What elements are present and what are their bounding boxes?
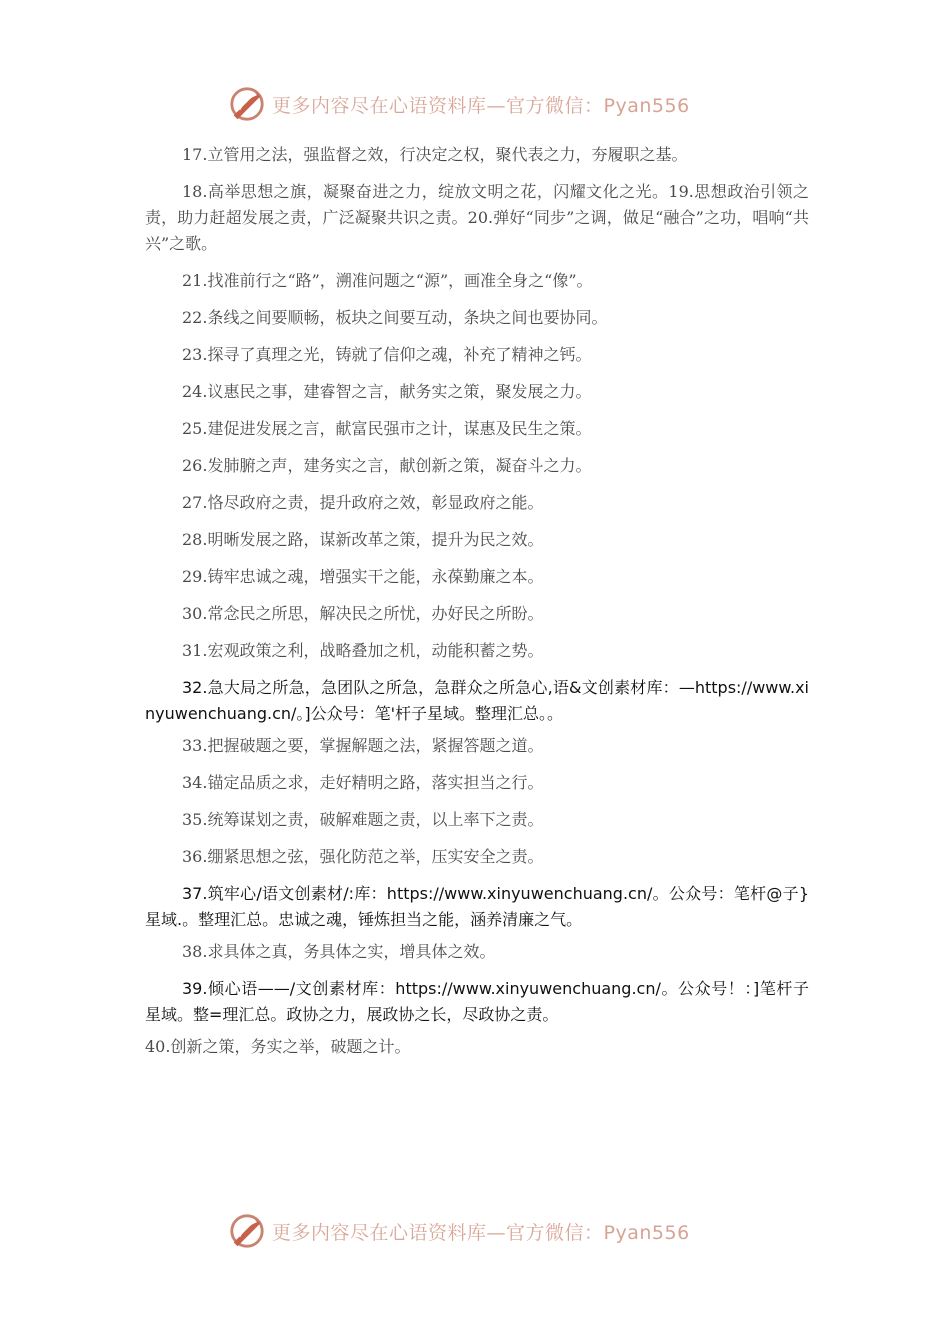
paragraph-27: 27.恪尽政府之责，提升政府之效，彰显政府之能。 [182,493,544,512]
paragraph-26: 26.发肺腑之声，建务实之言，献创新之策，凝奋斗之力。 [182,456,592,475]
paragraph-33: 33.把握破题之要，掌握解题之法，紧握答题之道。 [182,736,544,755]
paragraph-21: 21.找准前行之“路”，溯准问题之“源”，画准全身之“像”。 [182,271,593,290]
paragraph-39: 39.倾心语——/文创素材库：https://www.xinyuwenchuang.cn/。公众号！：]笔杆子星域。整=理汇总。政协之力，展政协之长，尽政协之责。 [145,979,809,1024]
paragraph-29: 29.铸牢忠诚之魂，增强实干之能，永葆勤廉之本。 [182,567,544,586]
paragraph-17: 17.立管用之法，强监督之效，行决定之权，聚代表之力，夯履职之基。 [182,145,688,164]
document-body [145,142,809,1071]
header-slogan: 更多内容尽在心语资料库—官方微信： [272,94,604,117]
paragraph-38: 38.求具体之真，务具体之实，增具体之效。 [182,942,496,961]
paragraph-24: 24.议惠民之事，建睿智之言，献务实之策，聚发展之力。 [182,382,592,401]
paragraph-34: 34.锚定品质之求，走好精明之路，落实担当之行。 [182,773,544,792]
paragraph-40: 40.创新之策，务实之举，破题之计。 [145,1037,411,1056]
paragraph-31: 31.宏观政策之利，战略叠加之机，动能积蓄之势。 [182,641,544,660]
paragraph-28: 28.明晰发展之路，谋新改革之策，提升为民之效。 [182,530,544,549]
paragraph-18-20: 18.高举思想之旗，凝聚奋进之力，绽放文明之花，闪耀文化之光。19.思想政治引领之责，助力赶超发展之责，广泛凝聚共识之责。20.弹好“同步”之调，做足“融合”之功，唱响“共兴”之歌。 [145,182,809,253]
paragraph-37: 37.筑牢心/语文创素材/:库：https://www.xinyuwenchuang.cn/。公众号：笔杆@子}星域.。整理汇总。忠诚之魂，锤炼担当之能，涵养清廉之气。 [145,884,809,929]
paragraph-30: 30.常念民之所思，解决民之所忧，办好民之所盼。 [182,604,544,623]
paragraph-22: 22.条线之间要顺畅，板块之间要互动，条块之间也要协同。 [182,308,608,327]
header-text [272,91,690,118]
footer-handle: Pyan556 [603,1221,690,1244]
footer-slogan: 更多内容尽在心语资料库—官方微信： [272,1221,604,1244]
header-handle: Pyan556 [603,94,690,117]
paragraph-36: 36.绷紧思想之弦，强化防范之举，压实安全之责。 [182,847,544,866]
paragraph-23: 23.探寻了真理之光，铸就了信仰之魂，补充了精神之钙。 [182,345,592,364]
pen-logo-icon [228,85,266,123]
paragraph-32: 32.急大局之所急，急团队之所急，急群众之所急心,语&文创素材库：—https://www.xinyuwenchuang.cn/。]公众号：笔'杆子星域。整理汇总。。 [145,678,809,723]
footer-banner [228,1211,748,1251]
paragraph-35: 35.统筹谋划之责，破解难题之责，以上率下之责。 [182,810,544,829]
pen-logo-icon [228,1212,266,1250]
paragraph-25: 25.建促进发展之言，献富民强市之计，谋惠及民生之策。 [182,419,592,438]
header-banner [228,84,748,124]
footer-text [272,1218,690,1245]
